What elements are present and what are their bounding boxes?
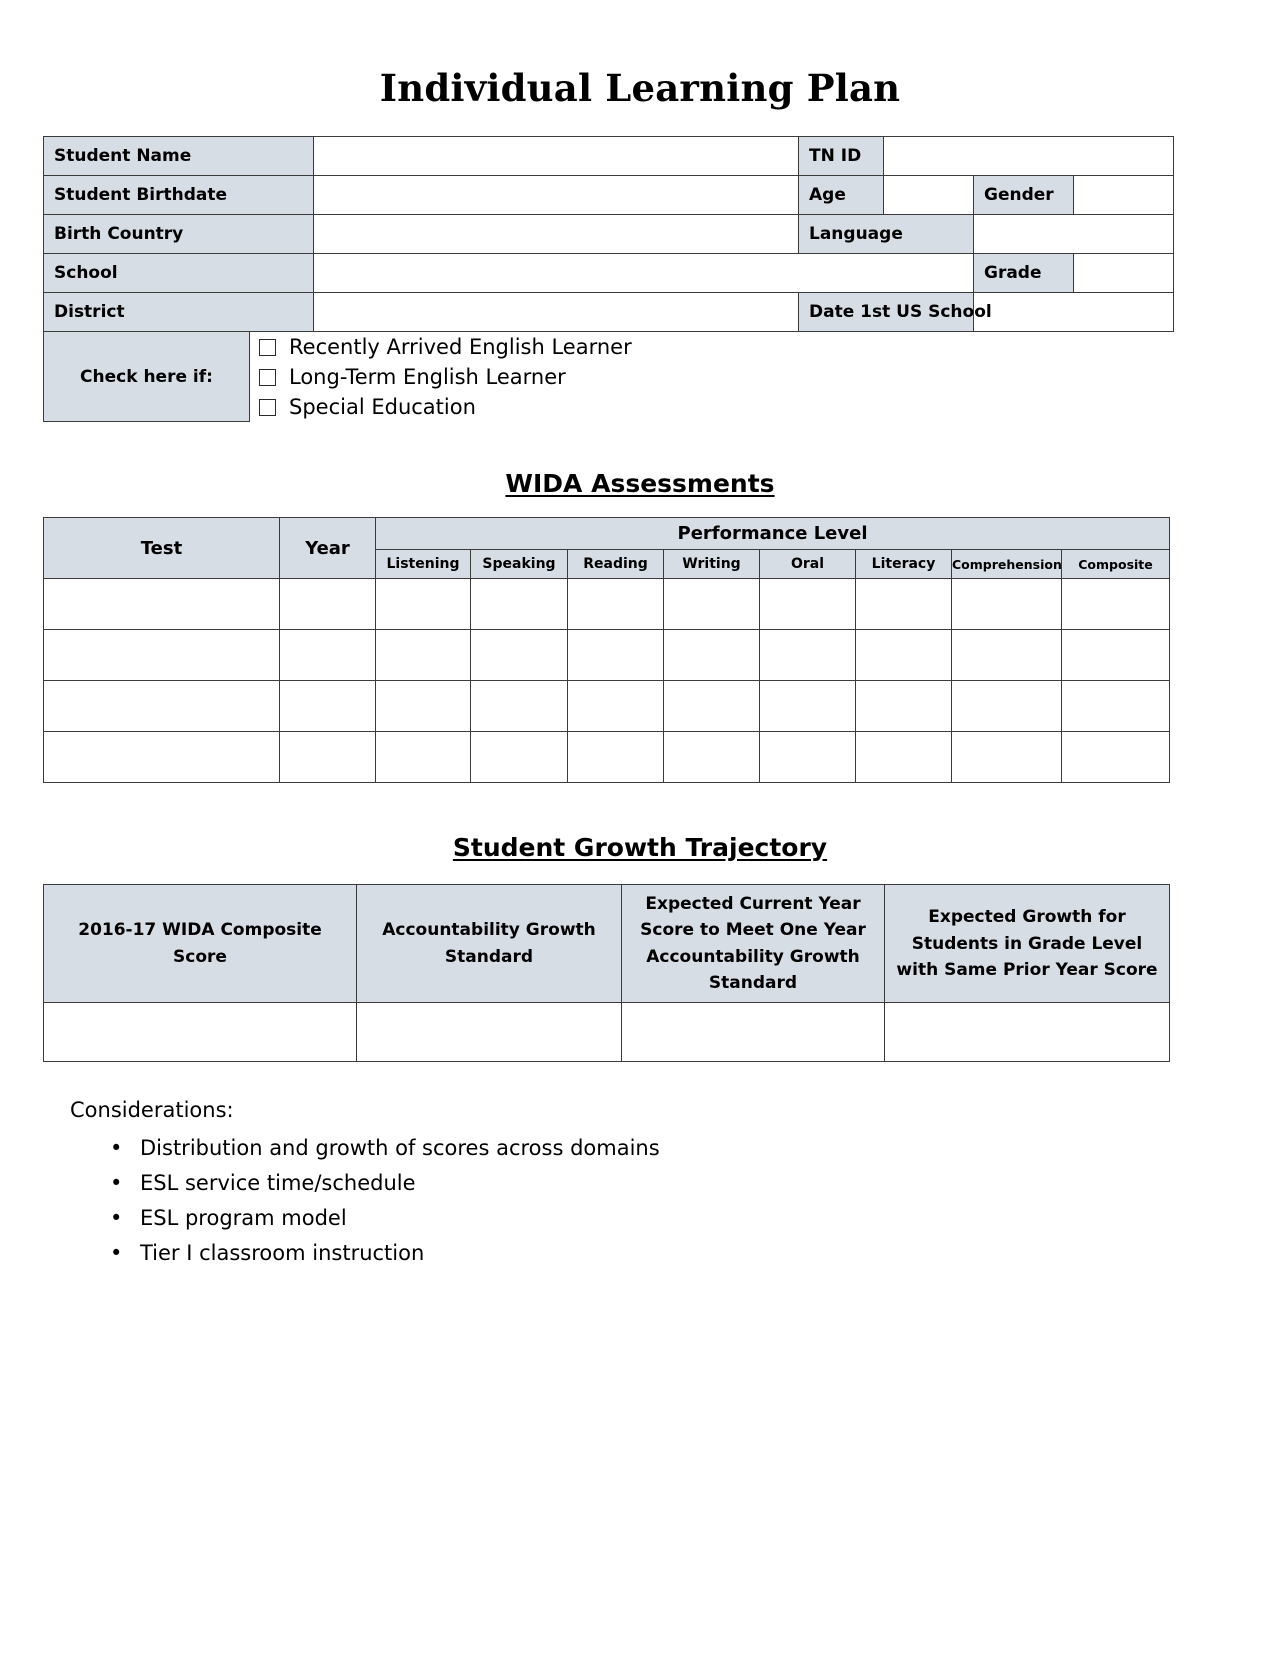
wida-cell-year[interactable] [280, 630, 376, 681]
wida-cell-listening[interactable] [376, 732, 471, 783]
field-tn-id[interactable] [884, 137, 1174, 176]
wida-col-composite: Composite [1062, 550, 1170, 579]
growth-col-wida-composite-score: 2016-17 WIDA Composite Score [44, 885, 357, 1003]
growth-cell-expected-current-year-score[interactable] [622, 1003, 885, 1062]
table-row [44, 630, 1170, 681]
wida-assessments-heading: WIDA Assessments [505, 469, 775, 498]
considerations-list [70, 1138, 660, 1264]
wida-cell-writing[interactable] [664, 732, 760, 783]
table-row [44, 732, 1170, 783]
student-growth-trajectory-heading: Student Growth Trajectory [452, 833, 828, 862]
check-here-if-label: Check here if: [43, 331, 250, 422]
wida-cell-comprehension[interactable] [952, 579, 1062, 630]
wida-col-oral: Oral [760, 550, 856, 579]
student-info-table [43, 136, 1174, 332]
table-row [44, 579, 1170, 630]
wida-cell-comprehension[interactable] [952, 630, 1062, 681]
wida-cell-literacy[interactable] [856, 630, 952, 681]
bullet-icon: • [110, 1171, 123, 1195]
field-date-1st-us-school[interactable] [974, 293, 1174, 332]
bullet-icon: • [110, 1241, 123, 1265]
check-option-recently-arrived[interactable] [259, 333, 632, 362]
wida-cell-reading[interactable] [568, 630, 664, 681]
wida-cell-literacy[interactable] [856, 681, 952, 732]
wida-cell-test[interactable] [44, 732, 280, 783]
table-row [44, 885, 1170, 1003]
wida-cell-composite[interactable] [1062, 630, 1170, 681]
growth-col-expected-current-year-score: Expected Current Year Score to Meet One Year Accountability Growth Standard [622, 885, 885, 1003]
wida-cell-oral[interactable] [760, 579, 856, 630]
table-row [44, 293, 1174, 332]
wida-cell-writing[interactable] [664, 630, 760, 681]
table-row [44, 518, 1170, 550]
wida-col-listening: Listening [376, 550, 471, 579]
label-student-birthdate: Student Birthdate [44, 176, 314, 215]
page-title: Individual Learning Plan [379, 66, 901, 110]
wida-cell-test[interactable] [44, 681, 280, 732]
check-option-label: Special Education [289, 395, 476, 419]
considerations-title: Considerations: [70, 1098, 234, 1122]
wida-cell-speaking[interactable] [471, 630, 568, 681]
field-student-birthdate[interactable] [314, 176, 799, 215]
check-options-list [259, 331, 632, 422]
wida-cell-year[interactable] [280, 681, 376, 732]
wida-cell-listening[interactable] [376, 681, 471, 732]
checkbox-icon[interactable] [259, 399, 276, 416]
list-item-label: Distribution and growth of scores across domains [140, 1136, 660, 1160]
field-birth-country[interactable] [314, 215, 799, 254]
wida-cell-speaking[interactable] [471, 681, 568, 732]
list-item [110, 1171, 660, 1195]
label-school: School [44, 254, 314, 293]
student-info-section [43, 136, 1174, 332]
wida-cell-writing[interactable] [664, 681, 760, 732]
student-growth-trajectory-table [43, 884, 1170, 1062]
list-item-label: ESL program model [140, 1206, 347, 1230]
bullet-icon: • [110, 1136, 123, 1160]
wida-cell-comprehension[interactable] [952, 681, 1062, 732]
wida-cell-oral[interactable] [760, 732, 856, 783]
wida-cell-literacy[interactable] [856, 579, 952, 630]
wida-cell-writing[interactable] [664, 579, 760, 630]
wida-cell-composite[interactable] [1062, 681, 1170, 732]
wida-cell-composite[interactable] [1062, 732, 1170, 783]
checkbox-icon[interactable] [259, 369, 276, 386]
wida-col-year: Year [280, 518, 376, 579]
field-gender[interactable] [1074, 176, 1174, 215]
table-row [44, 176, 1174, 215]
wida-cell-reading[interactable] [568, 579, 664, 630]
checkbox-icon[interactable] [259, 339, 276, 356]
field-district[interactable] [314, 293, 799, 332]
considerations-section [70, 1098, 660, 1278]
list-item-label: ESL service time/schedule [140, 1171, 416, 1195]
wida-cell-test[interactable] [44, 630, 280, 681]
wida-cell-reading[interactable] [568, 732, 664, 783]
growth-col-expected-growth-same-prior-year: Expected Growth for Students in Grade Level with Same Prior Year Score [885, 885, 1170, 1003]
wida-cell-comprehension[interactable] [952, 732, 1062, 783]
label-grade: Grade [974, 254, 1074, 293]
label-student-name: Student Name [44, 137, 314, 176]
wida-group-performance-level: Performance Level [376, 518, 1170, 550]
field-language[interactable] [974, 215, 1174, 254]
wida-assessments-section [43, 517, 1170, 783]
growth-cell-expected-growth-same-prior-year[interactable] [885, 1003, 1170, 1062]
check-here-if-section [43, 331, 632, 422]
wida-col-literacy: Literacy [856, 550, 952, 579]
field-age[interactable] [884, 176, 974, 215]
wida-assessments-table [43, 517, 1170, 783]
list-item [110, 1136, 660, 1160]
list-item [110, 1241, 660, 1265]
wida-cell-reading[interactable] [568, 681, 664, 732]
growth-col-accountability-growth-standard: Accountability Growth Standard [357, 885, 622, 1003]
table-row [44, 681, 1170, 732]
label-language: Language [799, 215, 974, 254]
label-district: District [44, 293, 314, 332]
field-grade[interactable] [1074, 254, 1174, 293]
wida-cell-year[interactable] [280, 579, 376, 630]
label-birth-country: Birth Country [44, 215, 314, 254]
wida-cell-literacy[interactable] [856, 732, 952, 783]
label-tn-id: TN ID [799, 137, 884, 176]
label-gender: Gender [974, 176, 1074, 215]
wida-col-comprehension: Comprehension [952, 550, 1062, 579]
wida-cell-year[interactable] [280, 732, 376, 783]
field-school[interactable] [314, 254, 974, 293]
check-option-label: Long-Term English Learner [289, 365, 566, 389]
wida-cell-listening[interactable] [376, 630, 471, 681]
wida-col-reading: Reading [568, 550, 664, 579]
wida-col-test: Test [44, 518, 280, 579]
label-age: Age [799, 176, 884, 215]
wida-cell-speaking[interactable] [471, 579, 568, 630]
wida-col-writing: Writing [664, 550, 760, 579]
list-item [110, 1206, 660, 1230]
wida-cell-speaking[interactable] [471, 732, 568, 783]
table-row [44, 1003, 1170, 1062]
table-row [44, 137, 1174, 176]
table-row [44, 215, 1174, 254]
list-item-label: Tier I classroom instruction [140, 1241, 425, 1265]
check-option-label: Recently Arrived English Learner [289, 335, 632, 359]
wida-cell-oral[interactable] [760, 630, 856, 681]
growth-cell-wida-composite-score[interactable] [44, 1003, 357, 1062]
wida-cell-test[interactable] [44, 579, 280, 630]
check-option-long-term[interactable] [259, 363, 632, 392]
label-date-1st-us-school: Date 1st US School [799, 293, 974, 332]
wida-cell-listening[interactable] [376, 579, 471, 630]
wida-cell-oral[interactable] [760, 681, 856, 732]
wida-col-speaking: Speaking [471, 550, 568, 579]
student-growth-trajectory-section [43, 884, 1170, 1062]
check-option-special-education[interactable] [259, 393, 632, 422]
table-row [44, 254, 1174, 293]
growth-cell-accountability-growth-standard[interactable] [357, 1003, 622, 1062]
field-student-name[interactable] [314, 137, 799, 176]
wida-cell-composite[interactable] [1062, 579, 1170, 630]
bullet-icon: • [110, 1206, 123, 1230]
